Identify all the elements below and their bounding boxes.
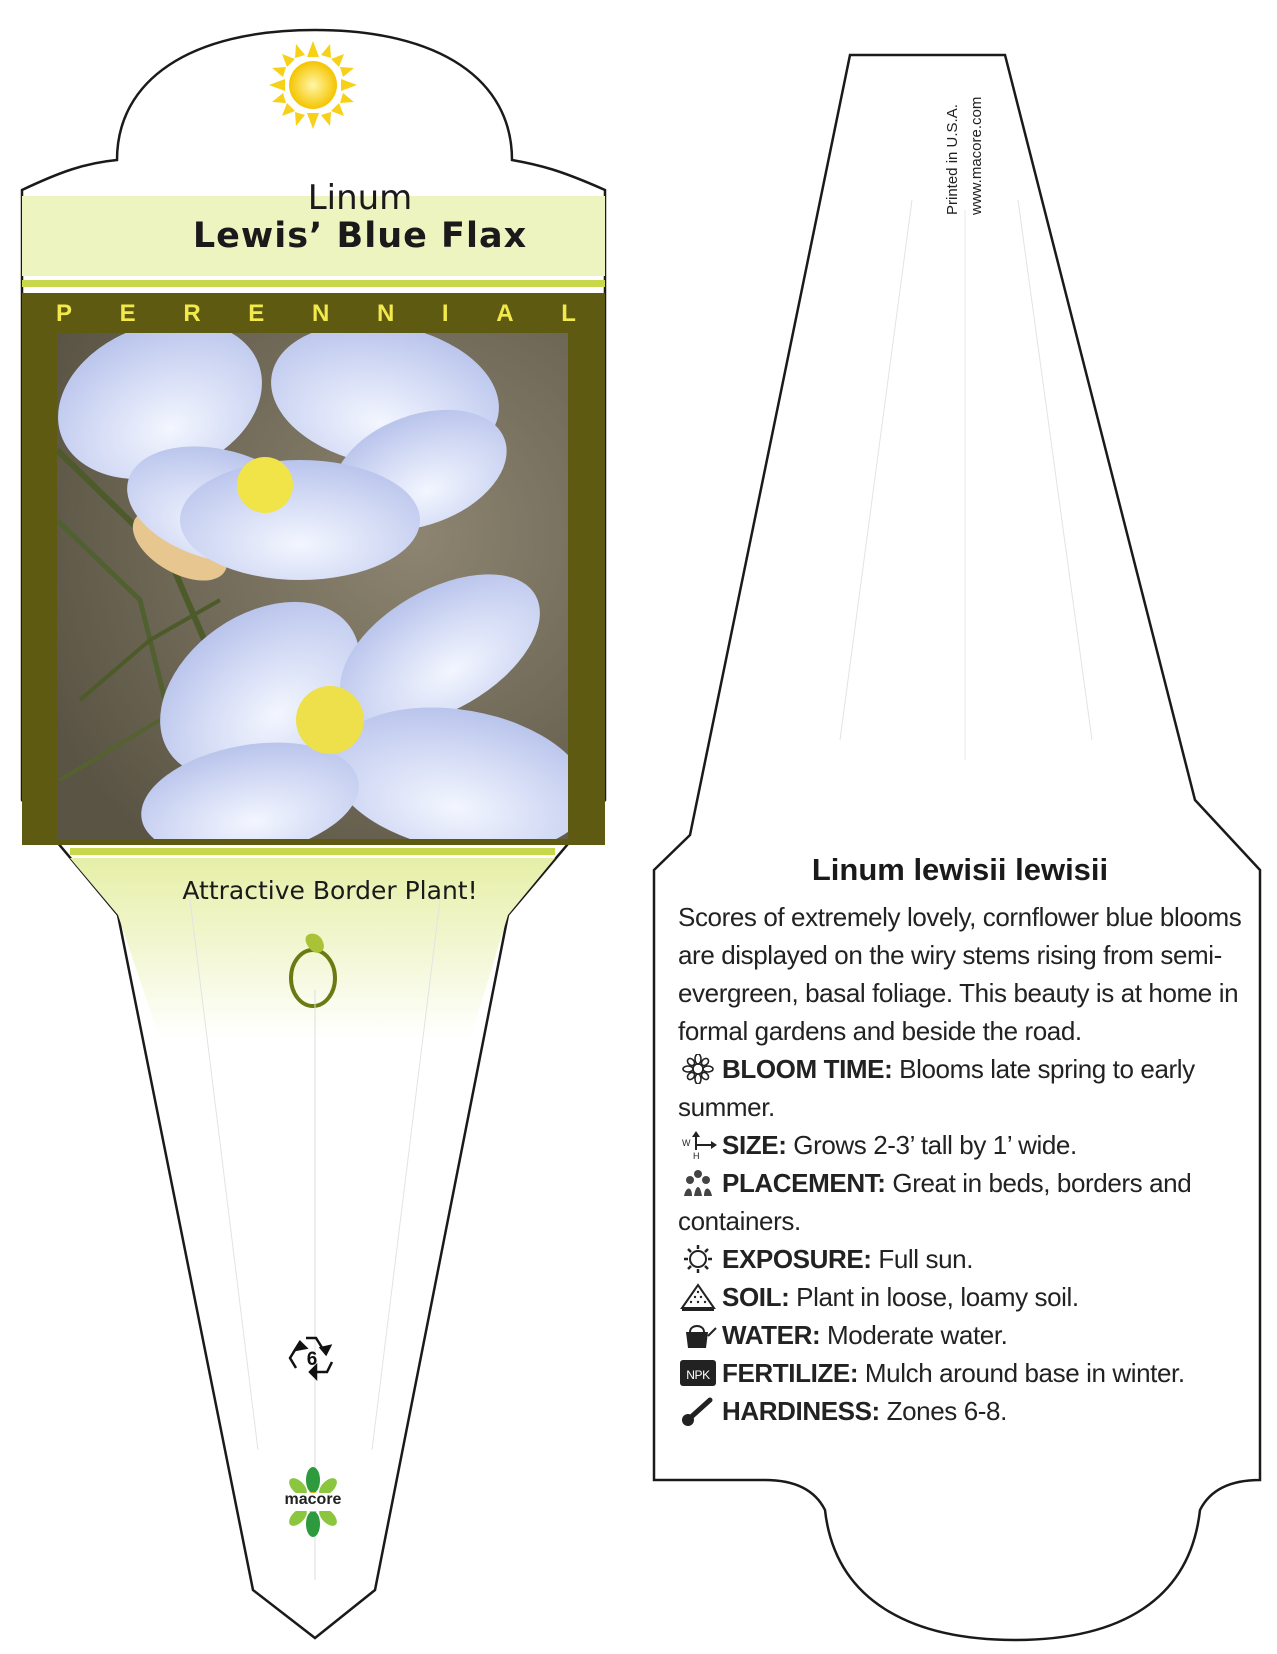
plant-description: Scores of extremely lovely, cornflower blue blooms are displayed on the wiry stems rising from semi-evergreen, basal foliage. This beauty is at home in formal gardens and beside the road. xyxy=(678,902,1242,1046)
size-arrows-icon xyxy=(678,1130,718,1160)
care-label: SOIL: xyxy=(722,1282,790,1312)
front-header-stripe xyxy=(22,280,605,287)
care-label: PLACEMENT: xyxy=(722,1168,886,1198)
care-label: EXPOSURE: xyxy=(722,1244,872,1274)
recycle-number: 6 xyxy=(306,1349,318,1370)
perennial-letter: E xyxy=(119,300,136,327)
front-lower-stripe xyxy=(70,848,555,855)
care-size xyxy=(678,1126,1258,1164)
soil-icon xyxy=(678,1282,718,1312)
perennial-letter: P xyxy=(56,300,73,327)
care-bloom-time xyxy=(678,1050,1258,1126)
care-text: Great in beds, borders and containers. xyxy=(678,1168,1192,1236)
flower-icon xyxy=(678,1054,718,1084)
botanical-name: Linum lewisii lewisii xyxy=(811,852,1109,887)
care-text: Full sun. xyxy=(871,1244,974,1274)
perennial-letter: R xyxy=(183,300,201,327)
flax-photo xyxy=(36,294,600,874)
care-label: WATER: xyxy=(722,1320,821,1350)
size-icon-h: H xyxy=(693,1151,700,1160)
sun-icon xyxy=(269,41,357,129)
care-exposure xyxy=(678,1240,1258,1278)
size-icon-w: W xyxy=(682,1138,691,1148)
sun-icon xyxy=(678,1244,718,1274)
care-label: HARDINESS: xyxy=(722,1396,880,1426)
care-text: Zones 6-8. xyxy=(879,1396,1007,1426)
perennial-letter: L xyxy=(561,300,576,327)
care-text: Grows 2-3’ tall by 1’ wide. xyxy=(786,1130,1077,1160)
care-placement xyxy=(678,1164,1258,1240)
care-fertilize xyxy=(678,1354,1258,1392)
perennial-letter: N xyxy=(311,300,330,327)
care-text: Mulch around base in winter. xyxy=(858,1358,1185,1388)
perennial-letter: I xyxy=(441,300,449,327)
perennial-label xyxy=(56,300,576,328)
npk-icon-text: NPK xyxy=(686,1368,710,1382)
care-soil xyxy=(678,1278,1258,1316)
placement-icon xyxy=(678,1168,718,1198)
perennial-letter: A xyxy=(496,300,514,327)
care-water xyxy=(678,1316,1258,1354)
care-text: Moderate water. xyxy=(820,1320,1008,1350)
care-label: FERTILIZE: xyxy=(722,1358,859,1388)
perennial-letter: E xyxy=(248,300,265,327)
care-text: Plant in loose, loamy soil. xyxy=(789,1282,1079,1312)
front-tagline: Attractive Border Plant! xyxy=(182,876,478,905)
website-text: www.macore.com xyxy=(968,96,985,215)
care-text: Blooms late spring to early summer. xyxy=(678,1054,1195,1122)
care-label: SIZE: xyxy=(722,1130,787,1160)
watering-can-icon xyxy=(678,1320,718,1350)
care-hardiness xyxy=(678,1392,1258,1430)
care-label: BLOOM TIME: xyxy=(722,1054,893,1084)
printed-in-text: Printed in U.S.A. xyxy=(944,104,961,215)
front-common-name: Lewis’ Blue Flax xyxy=(192,216,528,256)
thermometer-icon xyxy=(678,1396,718,1426)
front-genus: Linum xyxy=(307,178,413,218)
perennial-letter: N xyxy=(376,300,395,327)
brand-name: macore xyxy=(284,1491,342,1508)
npk-icon xyxy=(678,1358,718,1388)
